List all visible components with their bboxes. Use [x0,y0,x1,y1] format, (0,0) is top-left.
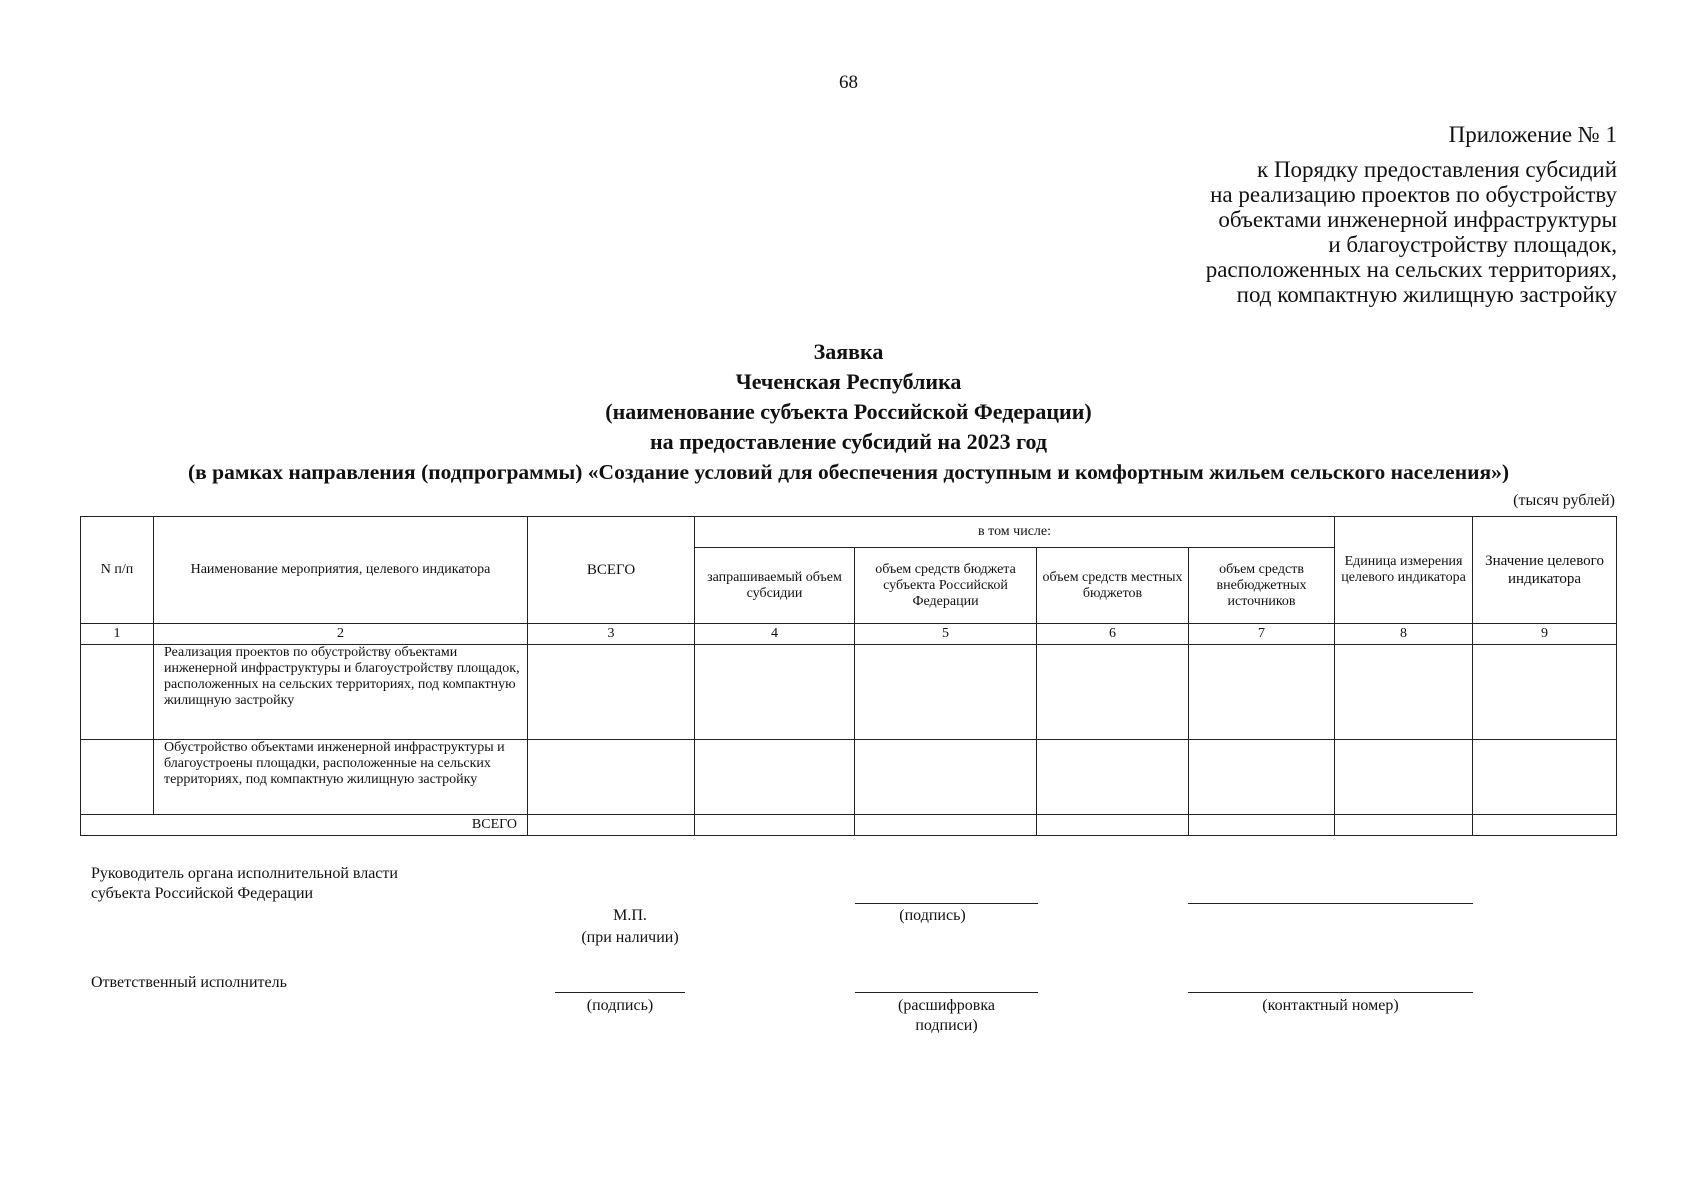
stamp-note: (при наличии) [581,929,679,946]
appendix-line: объектами инженерной инфраструктуры [1218,207,1617,232]
header-requested: запрашиваемый объем субсидии [695,548,855,624]
appendix-line: расположенных на сельских территориях, [1205,257,1617,282]
header-value: Значение целевого индикатора [1473,517,1617,624]
cell-empty[interactable] [528,740,695,815]
table-row [81,740,1617,815]
resp-decode-label [855,996,1038,1036]
cell-empty[interactable] [1473,645,1617,740]
col-number: 7 [1189,624,1335,645]
col-number: 5 [855,624,1037,645]
application-table [80,516,1617,836]
resp-phone-label: (контактный номер) [1262,997,1399,1014]
resp-signature-line[interactable] [555,992,685,993]
cell-empty[interactable] [1037,645,1189,740]
appendix-line: под компактную жилищную застройку [1236,282,1617,307]
table-row [81,645,1617,740]
units-note: (тысяч рублей) [1513,492,1615,509]
head-label [91,864,398,904]
head-signature-label: (подпись) [899,907,966,924]
cell-empty[interactable] [1335,645,1473,740]
cell-empty[interactable] [528,645,695,740]
head-decode-line[interactable] [1188,903,1473,904]
row-name: Обустройство объектами инженерной инфраструктуры и благоустроены площадки, расположенные на сельских территориях, под компактную жилищную застройку [154,740,528,815]
header-unit: Единица измерения целевого индикатора [1335,517,1473,624]
head-label-line: Руководитель органа исполнительной власти [91,865,398,882]
cell-empty[interactable] [1473,815,1617,836]
col-number: 9 [1473,624,1617,645]
col-number: 8 [1335,624,1473,645]
responsible-label: Ответственный исполнитель [91,974,287,991]
title-line: (в рамках направления (подпрограммы) «Создание условий для обеспечения доступным и комфортным жильем сельского населения») [187,460,1510,484]
cell-empty[interactable] [1473,740,1617,815]
cell-empty[interactable] [855,740,1037,815]
cell-empty[interactable] [855,645,1037,740]
cell-empty[interactable] [1335,815,1473,836]
cell-empty[interactable] [528,815,695,836]
total-row [81,815,1617,836]
total-label: ВСЕГО [81,815,528,836]
header-including: в том числе: [695,517,1335,548]
title-line: на предоставление субсидий на 2023 год [649,429,1048,454]
cell-empty[interactable] [855,815,1037,836]
row-name: Реализация проектов по обустройству объектами инженерной инфраструктуры и благоустройству площадок, расположенных на сельских территориях, под компактную жилищную застройку [154,645,528,740]
cell-empty[interactable] [1189,740,1335,815]
resp-decode-line-text: (расшифровка [898,997,995,1014]
title-line: (наименование субъекта Российской Федерации) [605,399,1092,424]
appendix-block [1206,122,1617,307]
resp-decode-line-text: подписи) [915,1017,978,1034]
cell-empty[interactable] [695,815,855,836]
stamp-label: М.П. [613,907,647,924]
header-local: объем средств местных бюджетов [1037,548,1189,624]
head-label-line: субъекта Российской Федерации [91,885,314,902]
resp-phone-line[interactable] [1188,992,1473,993]
header-total: ВСЕГО [528,517,695,624]
resp-decode-line[interactable] [855,992,1038,993]
col-number: 4 [695,624,855,645]
appendix-line: к Порядку предоставления субсидий [1257,157,1617,182]
document-title [0,337,1697,487]
cell-empty[interactable] [1335,740,1473,815]
col-number: 1 [81,624,154,645]
resp-signature-label: (подпись) [586,997,654,1014]
col-number: 2 [154,624,528,645]
cell-empty[interactable] [1189,645,1335,740]
title-line: Чеченская Республика [735,369,962,394]
head-signature-line[interactable] [855,903,1038,904]
row-num [81,645,154,740]
cell-empty[interactable] [695,645,855,740]
cell-empty[interactable] [695,740,855,815]
col-number: 3 [528,624,695,645]
cell-empty[interactable] [1189,815,1335,836]
appendix-line: на реализацию проектов по обустройству [1210,182,1617,207]
appendix-line: и благоустройству площадок, [1328,232,1617,257]
header-extrabudget: объем средств внебюджетных источников [1189,548,1335,624]
col-number: 6 [1037,624,1189,645]
header-regional: объем средств бюджета субъекта Российской Федерации [855,548,1037,624]
title-line: Заявка [813,339,884,364]
header-num: N п/п [81,517,154,624]
cell-empty[interactable] [1037,815,1189,836]
header-name: Наименование мероприятия, целевого индикатора [154,517,528,624]
appendix-title: Приложение № 1 [1448,122,1617,147]
row-num [81,740,154,815]
page-number: 68 [839,72,858,93]
cell-empty[interactable] [1037,740,1189,815]
